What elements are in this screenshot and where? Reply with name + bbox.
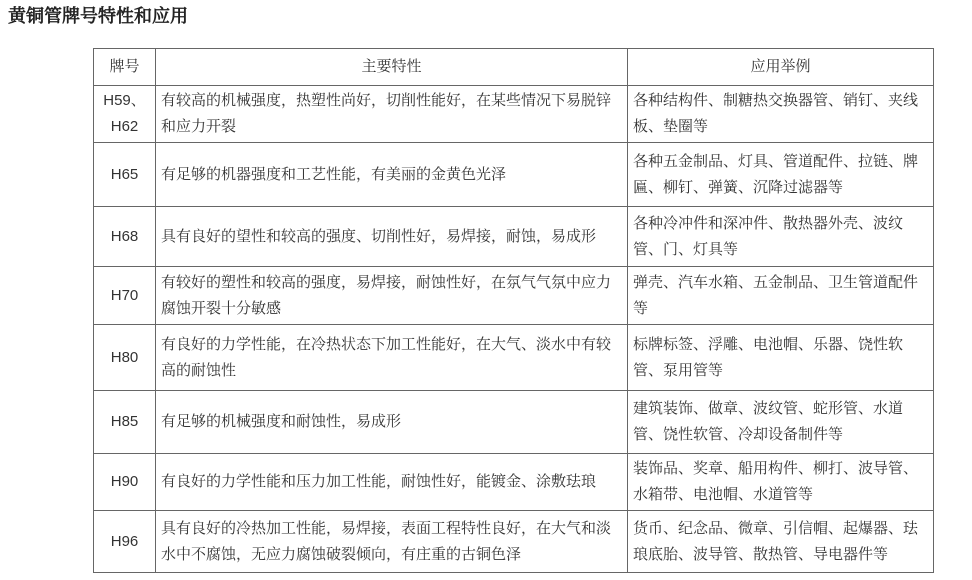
table-row xyxy=(94,391,934,454)
applications-cell: 各种冷冲件和深冲件、散热器外壳、波纹管、门、灯具等 xyxy=(628,207,934,267)
features-cell: 有较高的机械强度，热塑性尚好，切削性能好，在某些情况下易脱锌和应力开裂 xyxy=(156,86,628,143)
applications-cell: 装饰品、奖章、船用构件、柳打、波导管、水箱带、电池帽、水道管等 xyxy=(628,454,934,511)
features-cell: 有较好的塑性和较高的强度，易焊接，耐蚀性好，在氛气气氛中应力腐蚀开裂十分敏感 xyxy=(156,267,628,325)
grade-cell: H65 xyxy=(94,143,156,207)
grade-cell: H59、H62 xyxy=(94,86,156,143)
grade-cell: H96 xyxy=(94,511,156,573)
features-cell: 有良好的力学性能，在冷热状态下加工性能好，在大气、淡水中有较高的耐蚀性 xyxy=(156,325,628,391)
applications-cell: 货币、纪念品、微章、引信帽、起爆器、珐琅底胎、波导管、散热管、导电器件等 xyxy=(628,511,934,573)
applications-cell: 各种五金制品、灯具、管道配件、拉链、牌匾、柳钉、弹簧、沉降过滤器等 xyxy=(628,143,934,207)
applications-cell: 弹壳、汽车水箱、五金制品、卫生管道配件等 xyxy=(628,267,934,325)
features-cell: 具有良好的冷热加工性能，易焊接，表面工程特性良好，在大气和淡水中不腐蚀，无应力腐蚀破裂倾向，有庄重的古铜色泽 xyxy=(156,511,628,573)
table-header-row xyxy=(94,49,934,86)
table-row xyxy=(94,86,934,143)
table-row xyxy=(94,207,934,267)
features-cell: 有足够的机械强度和耐蚀性，易成形 xyxy=(156,391,628,454)
applications-cell: 建筑装饰、做章、波纹管、蛇形管、水道管、饶性软管、冷却设备制件等 xyxy=(628,391,934,454)
grade-cell: H70 xyxy=(94,267,156,325)
page-title: 黄铜管牌号特性和应用 xyxy=(8,6,188,26)
table-row xyxy=(94,325,934,391)
grade-cell: H85 xyxy=(94,391,156,454)
table-row xyxy=(94,267,934,325)
features-cell: 有良好的力学性能和压力加工性能，耐蚀性好，能镀金、涂敷珐琅 xyxy=(156,454,628,511)
grade-cell: H68 xyxy=(94,207,156,267)
features-cell: 具有良好的望性和较高的强度、切削性好，易焊接，耐蚀，易成形 xyxy=(156,207,628,267)
column-header-applications: 应用举例 xyxy=(628,49,934,86)
applications-cell: 标牌标签、浮雕、电池帽、乐器、饶性软管、泵用管等 xyxy=(628,325,934,391)
brass-grade-table xyxy=(93,48,934,573)
table-row xyxy=(94,511,934,573)
grade-cell: H80 xyxy=(94,325,156,391)
table-row xyxy=(94,454,934,511)
column-header-features: 主要特性 xyxy=(156,49,628,86)
column-header-grade: 牌号 xyxy=(94,49,156,86)
table-row xyxy=(94,143,934,207)
applications-cell: 各种结构件、制糖热交换器管、销钉、夹线板、垫圈等 xyxy=(628,86,934,143)
grade-cell: H90 xyxy=(94,454,156,511)
features-cell: 有足够的机器强度和工艺性能，有美丽的金黄色光泽 xyxy=(156,143,628,207)
